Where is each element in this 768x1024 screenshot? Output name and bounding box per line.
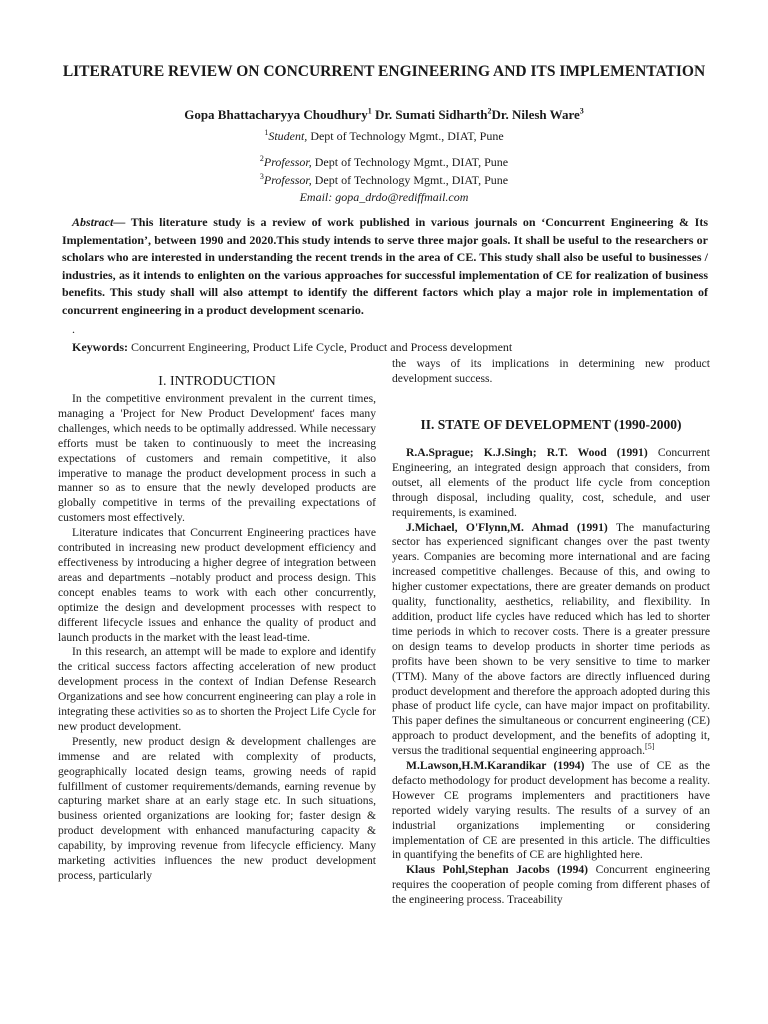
- intro-continuation: the ways of its implications in determining new product development success.: [392, 357, 710, 385]
- reference-mark: [5]: [645, 742, 655, 752]
- intro-paragraph-4: Presently, new product design & development challenges are immense and are related with complexity of products, geographically located design teams, growing needs of rapid fulfillment of customer requirements/demands, earning revenue by capturing market share at an early stage etc. In such situations, business oriented organizations are looking for; faster design & product development with enhanced manufacturing capacity & capability, by improving revenue from lifecycle efficiency. Many marketing activities influences the new product development process, particularly: [58, 734, 376, 882]
- abstract: [62, 214, 708, 320]
- entry-sprague: R.A.Sprague; K.J.Singh; R.T. Wood (1991) Concurrent Engineering, an integrated design approach that considers, from outset, all elements of the product life cycle from conception through disposal, including quality, cost, schedule, and user requirements, is examined.: [392, 446, 711, 519]
- keywords: [72, 340, 512, 355]
- abstract-lead: Abstract—: [72, 215, 126, 229]
- entry-pohl: Klaus Pohl,Stephan Jacobs (1994) Concurrent engineering requires the cooperation of people coming from different phases of the engineering process. Traceability: [392, 863, 710, 907]
- author-3: Dr. Nilesh Ware: [491, 107, 580, 122]
- heading-introduction: I. INTRODUCTION: [158, 374, 276, 389]
- intro-column: [58, 392, 376, 884]
- author-1-sup: 1: [367, 106, 372, 116]
- author-2-sup: 2: [487, 106, 492, 116]
- keywords-text: Concurrent Engineering, Product Life Cycle, Product and Process development: [128, 340, 513, 354]
- entry-lawson: M.Lawson,H.M.Karandikar (1994) The use of CE as the defacto methodology for product development has become a reality. However CE programs implementers and practitioners have reported widely varying results. The results of a survey of an industrial organizations implementing or considering implementation of CE are presented in this article. The difficulties in quantifying the benefits of CE are highlighted here.: [392, 759, 710, 862]
- intro-paragraph-1: In the competitive environment prevalent in the current times, managing a 'Project for New Product Development' faces many challenges, which needs to be optimally addressed. While necessary efforts must be taken to continuously to meet the increasing expectations of customers and remain competitive, it also imperative to manage the product development process in such a manner so as to ensure that the newly developed products are globally competitive in terms of the prevailing expectations of customers most effectively.: [58, 392, 376, 525]
- author-line: [40, 106, 728, 124]
- heading-state-of-development: II. STATE OF DEVELOPMENT (1990-2000): [420, 417, 682, 432]
- entry-oflynn: J.Michael, O'Flynn,M. Ahmad (1991) The manufacturing sector has experienced significant changes over the past twenty years. Companies are becoming more international and are facing increased competitive challenges. Because of this, and owing to higher customer expectations, there are greater demands on product quality, functionality, aesthetics, reliability, and flexibility. In addition, product life cycles have reduced which has led to shorter time periods in which to recover costs. There is a greater pressure on design teams to develop products in shorter time periods as profits have been shown to be very sensitive to time to marker (TTM). Many of the above factors are directly influenced during product development and therefore the approach adopted during this phase of product life cycle, can have major impact on profitability. This paper defines the simultaneous or concurrent engineering (CE) approach to product development, and the benefits of adopting it, versus the traditional sequential engineering approach.[5]: [392, 520, 710, 758]
- intro-paragraph-2: Literature indicates that Concurrent Engineering practices have contributed in increasing new product development efficiency and effectiveness by introducing a higher degree of integration between areas and departments –notably product and process design. This concept enables teams to work with each other concurrently, optimize the design and development processes with respect to different lifecycle issues and enhance the quality of product and launch products in the market with the least lead-time.: [58, 526, 376, 644]
- affiliation-3: $^3$Professor, Dept of Technology Mgmt., DIAT, Pune: [259, 172, 509, 187]
- keywords-label: Keywords:: [72, 340, 128, 354]
- author-3-sup: 3: [579, 106, 584, 116]
- author-2: Dr. Sumati Sidharth: [371, 107, 488, 122]
- author-1: Gopa Bhattacharyya Choudhury: [184, 107, 368, 122]
- author-email: Email: gopa_drdo@rediffmail.com: [299, 190, 469, 204]
- abstract-text: This literature study is a review of work published in various journals on ‘Concurrent Engineering & Its Implementation’, between 1990 and 2020.This study intends to serve three major goals. It shall be useful to the researchers or scholars who are interested in understanding the recent trends in the area of CE. This study shall also be useful to businesses / industries, as it intends to enlighten on the various approaches for successful implementation of CE for realization of business benefits. This study shall will also attempt to identify the different factors which play a major role in implementation of concurrent engineering in a product development scenario.: [62, 215, 708, 317]
- stray-dot: .: [72, 322, 75, 336]
- affiliation-1: $^1$Student, Dept of Technology Mgmt., DIAT, Pune: [264, 128, 504, 143]
- intro-paragraph-3: In this research, an attempt will be made to explore and identify the critical success factors affecting acceleration of new product development process in the context of Indian Defense Research Organizations and see how concurrent engineering can play a role in integrating these activities so as to shorten the Project Life Cycle for new product development.: [58, 645, 376, 733]
- state-column: [392, 446, 710, 908]
- affiliation-2: $^2$Professor, Dept of Technology Mgmt., DIAT, Pune: [259, 154, 509, 169]
- paper-title: LITERATURE REVIEW ON CONCURRENT ENGINEERING AND ITS IMPLEMENTATION: [62, 63, 706, 80]
